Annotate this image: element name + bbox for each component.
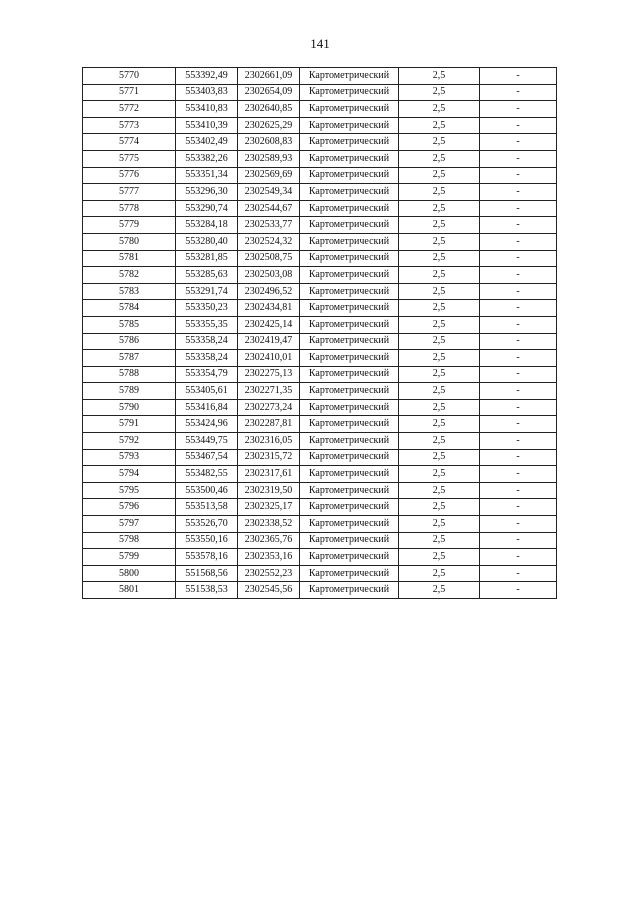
accuracy-cell: 2,5 xyxy=(399,449,480,466)
y-coordinate-cell: 2302608,83 xyxy=(238,134,300,151)
accuracy-cell: 2,5 xyxy=(399,499,480,516)
y-coordinate-cell: 2302273,24 xyxy=(238,399,300,416)
table-row xyxy=(83,84,557,101)
x-coordinate-cell: 553290,74 xyxy=(176,200,238,217)
accuracy-cell: 2,5 xyxy=(399,482,480,499)
note-cell: - xyxy=(480,200,557,217)
accuracy-cell: 2,5 xyxy=(399,433,480,450)
x-coordinate-cell: 553550,16 xyxy=(176,532,238,549)
method-cell: Картометрический xyxy=(300,200,399,217)
table-row xyxy=(83,117,557,134)
point-number-cell: 5799 xyxy=(83,549,176,566)
table-row xyxy=(83,399,557,416)
point-number-cell: 5780 xyxy=(83,233,176,250)
y-coordinate-cell: 2302640,85 xyxy=(238,101,300,118)
note-cell: - xyxy=(480,416,557,433)
x-coordinate-cell: 553291,74 xyxy=(176,283,238,300)
y-coordinate-cell: 2302589,93 xyxy=(238,150,300,167)
accuracy-cell: 2,5 xyxy=(399,399,480,416)
x-coordinate-cell: 553284,18 xyxy=(176,217,238,234)
table-row xyxy=(83,150,557,167)
method-cell: Картометрический xyxy=(300,167,399,184)
accuracy-cell: 2,5 xyxy=(399,134,480,151)
method-cell: Картометрический xyxy=(300,300,399,317)
note-cell: - xyxy=(480,101,557,118)
y-coordinate-cell: 2302654,09 xyxy=(238,84,300,101)
method-cell: Картометрический xyxy=(300,250,399,267)
method-cell: Картометрический xyxy=(300,101,399,118)
point-number-cell: 5775 xyxy=(83,150,176,167)
point-number-cell: 5796 xyxy=(83,499,176,516)
table-row xyxy=(83,283,557,300)
x-coordinate-cell: 553526,70 xyxy=(176,516,238,533)
method-cell: Картометрический xyxy=(300,267,399,284)
method-cell: Картометрический xyxy=(300,184,399,201)
table-row xyxy=(83,582,557,599)
method-cell: Картометрический xyxy=(300,134,399,151)
x-coordinate-cell: 553424,96 xyxy=(176,416,238,433)
point-number-cell: 5782 xyxy=(83,267,176,284)
y-coordinate-cell: 2302315,72 xyxy=(238,449,300,466)
x-coordinate-cell: 553410,39 xyxy=(176,117,238,134)
table-row xyxy=(83,482,557,499)
accuracy-cell: 2,5 xyxy=(399,516,480,533)
y-coordinate-cell: 2302316,05 xyxy=(238,433,300,450)
method-cell: Картометрический xyxy=(300,283,399,300)
point-number-cell: 5779 xyxy=(83,217,176,234)
accuracy-cell: 2,5 xyxy=(399,416,480,433)
accuracy-cell: 2,5 xyxy=(399,333,480,350)
point-number-cell: 5783 xyxy=(83,283,176,300)
table-row xyxy=(83,167,557,184)
y-coordinate-cell: 2302508,75 xyxy=(238,250,300,267)
note-cell: - xyxy=(480,383,557,400)
point-number-cell: 5784 xyxy=(83,300,176,317)
point-number-cell: 5785 xyxy=(83,316,176,333)
accuracy-cell: 2,5 xyxy=(399,217,480,234)
table-row xyxy=(83,333,557,350)
x-coordinate-cell: 553350,23 xyxy=(176,300,238,317)
y-coordinate-cell: 2302496,52 xyxy=(238,283,300,300)
method-cell: Картометрический xyxy=(300,482,399,499)
note-cell: - xyxy=(480,532,557,549)
accuracy-cell: 2,5 xyxy=(399,549,480,566)
note-cell: - xyxy=(480,283,557,300)
method-cell: Картометрический xyxy=(300,449,399,466)
y-coordinate-cell: 2302317,61 xyxy=(238,466,300,483)
table-row xyxy=(83,565,557,582)
y-coordinate-cell: 2302410,01 xyxy=(238,350,300,367)
note-cell: - xyxy=(480,399,557,416)
point-number-cell: 5776 xyxy=(83,167,176,184)
accuracy-cell: 2,5 xyxy=(399,84,480,101)
x-coordinate-cell: 553285,63 xyxy=(176,267,238,284)
note-cell: - xyxy=(480,300,557,317)
method-cell: Картометрический xyxy=(300,350,399,367)
method-cell: Картометрический xyxy=(300,399,399,416)
point-number-cell: 5770 xyxy=(83,68,176,85)
accuracy-cell: 2,5 xyxy=(399,68,480,85)
method-cell: Картометрический xyxy=(300,532,399,549)
point-number-cell: 5791 xyxy=(83,416,176,433)
method-cell: Картометрический xyxy=(300,383,399,400)
point-number-cell: 5795 xyxy=(83,482,176,499)
method-cell: Картометрический xyxy=(300,549,399,566)
note-cell: - xyxy=(480,150,557,167)
note-cell: - xyxy=(480,366,557,383)
point-number-cell: 5787 xyxy=(83,350,176,367)
note-cell: - xyxy=(480,433,557,450)
accuracy-cell: 2,5 xyxy=(399,200,480,217)
table-row xyxy=(83,549,557,566)
table-row xyxy=(83,68,557,85)
x-coordinate-cell: 553296,30 xyxy=(176,184,238,201)
y-coordinate-cell: 2302545,56 xyxy=(238,582,300,599)
table-row xyxy=(83,499,557,516)
x-coordinate-cell: 553410,83 xyxy=(176,101,238,118)
point-number-cell: 5788 xyxy=(83,366,176,383)
x-coordinate-cell: 553355,35 xyxy=(176,316,238,333)
y-coordinate-cell: 2302503,08 xyxy=(238,267,300,284)
table-row xyxy=(83,532,557,549)
method-cell: Картометрический xyxy=(300,565,399,582)
accuracy-cell: 2,5 xyxy=(399,150,480,167)
x-coordinate-cell: 553351,34 xyxy=(176,167,238,184)
method-cell: Картометрический xyxy=(300,366,399,383)
point-number-cell: 5773 xyxy=(83,117,176,134)
note-cell: - xyxy=(480,482,557,499)
x-coordinate-cell: 553416,84 xyxy=(176,399,238,416)
point-number-cell: 5792 xyxy=(83,433,176,450)
x-coordinate-cell: 553382,26 xyxy=(176,150,238,167)
table-row xyxy=(83,233,557,250)
y-coordinate-cell: 2302353,16 xyxy=(238,549,300,566)
accuracy-cell: 2,5 xyxy=(399,582,480,599)
accuracy-cell: 2,5 xyxy=(399,366,480,383)
y-coordinate-cell: 2302338,52 xyxy=(238,516,300,533)
table-row xyxy=(83,433,557,450)
page-number: 141 xyxy=(310,36,330,51)
point-number-cell: 5778 xyxy=(83,200,176,217)
method-cell: Картометрический xyxy=(300,217,399,234)
x-coordinate-cell: 553513,58 xyxy=(176,499,238,516)
x-coordinate-cell: 553403,83 xyxy=(176,84,238,101)
note-cell: - xyxy=(480,217,557,234)
point-number-cell: 5794 xyxy=(83,466,176,483)
y-coordinate-cell: 2302625,29 xyxy=(238,117,300,134)
method-cell: Картометрический xyxy=(300,68,399,85)
table-row xyxy=(83,101,557,118)
y-coordinate-cell: 2302569,69 xyxy=(238,167,300,184)
y-coordinate-cell: 2302661,09 xyxy=(238,68,300,85)
y-coordinate-cell: 2302552,23 xyxy=(238,565,300,582)
note-cell: - xyxy=(480,117,557,134)
accuracy-cell: 2,5 xyxy=(399,167,480,184)
y-coordinate-cell: 2302325,17 xyxy=(238,499,300,516)
point-number-cell: 5798 xyxy=(83,532,176,549)
method-cell: Картометрический xyxy=(300,416,399,433)
x-coordinate-cell: 553402,49 xyxy=(176,134,238,151)
table-row xyxy=(83,250,557,267)
point-number-cell: 5800 xyxy=(83,565,176,582)
y-coordinate-cell: 2302425,14 xyxy=(238,316,300,333)
accuracy-cell: 2,5 xyxy=(399,101,480,118)
point-number-cell: 5793 xyxy=(83,449,176,466)
x-coordinate-cell: 553467,54 xyxy=(176,449,238,466)
point-number-cell: 5772 xyxy=(83,101,176,118)
method-cell: Картометрический xyxy=(300,433,399,450)
point-number-cell: 5781 xyxy=(83,250,176,267)
accuracy-cell: 2,5 xyxy=(399,283,480,300)
note-cell: - xyxy=(480,167,557,184)
y-coordinate-cell: 2302275,13 xyxy=(238,366,300,383)
table-row xyxy=(83,217,557,234)
note-cell: - xyxy=(480,350,557,367)
note-cell: - xyxy=(480,233,557,250)
y-coordinate-cell: 2302271,35 xyxy=(238,383,300,400)
note-cell: - xyxy=(480,549,557,566)
table-row xyxy=(83,134,557,151)
point-number-cell: 5771 xyxy=(83,84,176,101)
note-cell: - xyxy=(480,449,557,466)
x-coordinate-cell: 551568,56 xyxy=(176,565,238,582)
method-cell: Картометрический xyxy=(300,117,399,134)
accuracy-cell: 2,5 xyxy=(399,316,480,333)
x-coordinate-cell: 553449,75 xyxy=(176,433,238,450)
y-coordinate-cell: 2302434,81 xyxy=(238,300,300,317)
note-cell: - xyxy=(480,582,557,599)
table-row xyxy=(83,200,557,217)
accuracy-cell: 2,5 xyxy=(399,532,480,549)
y-coordinate-cell: 2302419,47 xyxy=(238,333,300,350)
y-coordinate-cell: 2302319,50 xyxy=(238,482,300,499)
table-row xyxy=(83,316,557,333)
note-cell: - xyxy=(480,68,557,85)
y-coordinate-cell: 2302533,77 xyxy=(238,217,300,234)
coordinates-table xyxy=(82,67,557,599)
method-cell: Картометрический xyxy=(300,233,399,250)
x-coordinate-cell: 553392,49 xyxy=(176,68,238,85)
table-row xyxy=(83,466,557,483)
note-cell: - xyxy=(480,466,557,483)
point-number-cell: 5790 xyxy=(83,399,176,416)
note-cell: - xyxy=(480,499,557,516)
table-row xyxy=(83,184,557,201)
y-coordinate-cell: 2302524,32 xyxy=(238,233,300,250)
method-cell: Картометрический xyxy=(300,499,399,516)
x-coordinate-cell: 553358,24 xyxy=(176,333,238,350)
x-coordinate-cell: 553578,16 xyxy=(176,549,238,566)
method-cell: Картометрический xyxy=(300,150,399,167)
x-coordinate-cell: 553281,85 xyxy=(176,250,238,267)
y-coordinate-cell: 2302544,67 xyxy=(238,200,300,217)
note-cell: - xyxy=(480,250,557,267)
accuracy-cell: 2,5 xyxy=(399,267,480,284)
accuracy-cell: 2,5 xyxy=(399,300,480,317)
x-coordinate-cell: 553500,46 xyxy=(176,482,238,499)
x-coordinate-cell: 553280,40 xyxy=(176,233,238,250)
y-coordinate-cell: 2302287,81 xyxy=(238,416,300,433)
accuracy-cell: 2,5 xyxy=(399,383,480,400)
note-cell: - xyxy=(480,333,557,350)
method-cell: Картометрический xyxy=(300,516,399,533)
accuracy-cell: 2,5 xyxy=(399,250,480,267)
note-cell: - xyxy=(480,267,557,284)
method-cell: Картометрический xyxy=(300,333,399,350)
x-coordinate-cell: 553354,79 xyxy=(176,366,238,383)
table-row xyxy=(83,383,557,400)
y-coordinate-cell: 2302549,34 xyxy=(238,184,300,201)
point-number-cell: 5777 xyxy=(83,184,176,201)
method-cell: Картометрический xyxy=(300,582,399,599)
point-number-cell: 5801 xyxy=(83,582,176,599)
note-cell: - xyxy=(480,134,557,151)
accuracy-cell: 2,5 xyxy=(399,350,480,367)
point-number-cell: 5786 xyxy=(83,333,176,350)
method-cell: Картометрический xyxy=(300,466,399,483)
note-cell: - xyxy=(480,84,557,101)
table-row xyxy=(83,267,557,284)
point-number-cell: 5774 xyxy=(83,134,176,151)
table-row xyxy=(83,300,557,317)
accuracy-cell: 2,5 xyxy=(399,565,480,582)
coordinates-table-body xyxy=(83,68,557,599)
table-row xyxy=(83,449,557,466)
x-coordinate-cell: 553358,24 xyxy=(176,350,238,367)
note-cell: - xyxy=(480,316,557,333)
table-row xyxy=(83,366,557,383)
x-coordinate-cell: 553405,61 xyxy=(176,383,238,400)
accuracy-cell: 2,5 xyxy=(399,466,480,483)
x-coordinate-cell: 553482,55 xyxy=(176,466,238,483)
accuracy-cell: 2,5 xyxy=(399,233,480,250)
point-number-cell: 5789 xyxy=(83,383,176,400)
method-cell: Картометрический xyxy=(300,84,399,101)
table-row xyxy=(83,516,557,533)
note-cell: - xyxy=(480,516,557,533)
note-cell: - xyxy=(480,565,557,582)
table-row xyxy=(83,416,557,433)
point-number-cell: 5797 xyxy=(83,516,176,533)
x-coordinate-cell: 551538,53 xyxy=(176,582,238,599)
y-coordinate-cell: 2302365,76 xyxy=(238,532,300,549)
accuracy-cell: 2,5 xyxy=(399,117,480,134)
note-cell: - xyxy=(480,184,557,201)
table-row xyxy=(83,350,557,367)
method-cell: Картометрический xyxy=(300,316,399,333)
accuracy-cell: 2,5 xyxy=(399,184,480,201)
